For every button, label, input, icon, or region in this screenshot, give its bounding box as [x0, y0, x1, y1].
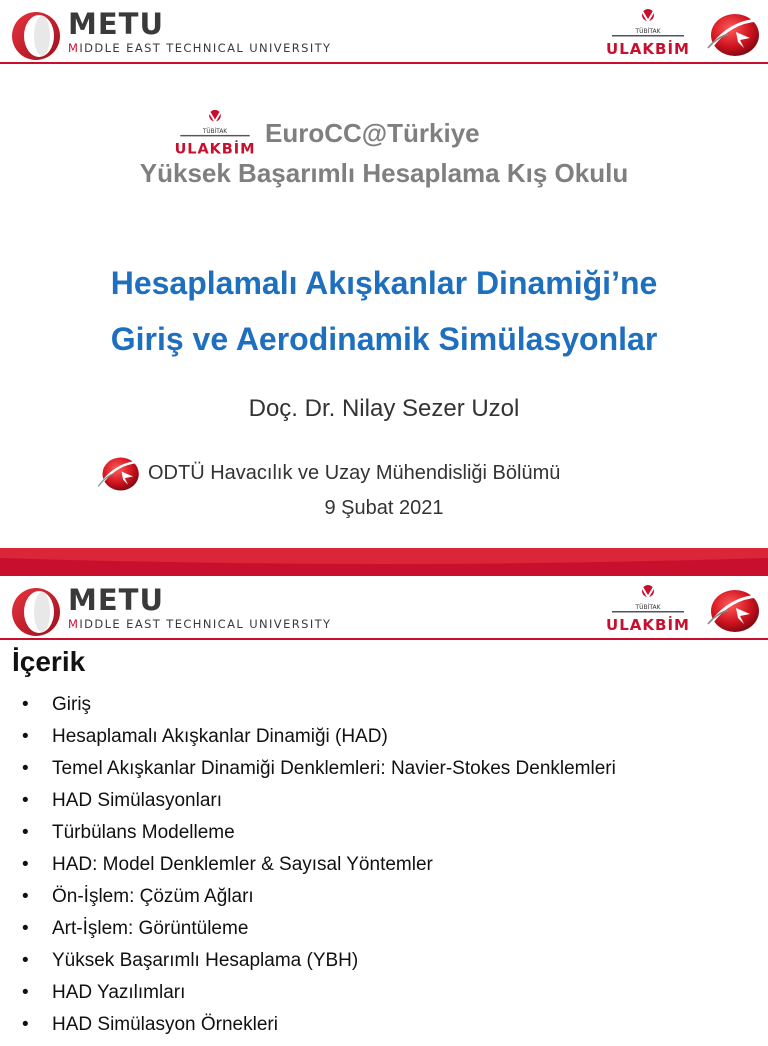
title-line-1: Hesaplamalı Akışkanlar Dinamiği’ne: [110, 265, 658, 301]
svg-text:ULAKBİM: ULAKBİM: [606, 616, 690, 634]
contents-heading: İçerik: [12, 646, 86, 677]
list-item-text: HAD: Model Denklemler & Sayısal Yöntemler: [52, 854, 433, 875]
ulakbim-logo-icon: [608, 5, 688, 61]
list-item: [22, 726, 616, 758]
list-item: [22, 950, 616, 982]
author-name: Doç. Dr. Nilay Sezer Uzol: [248, 395, 520, 422]
odtu-logo-icon: [706, 12, 760, 58]
contents-slide: [0, 576, 768, 1035]
metu-wordmark: METU: [68, 7, 164, 41]
list-item: [22, 822, 616, 854]
list-item: [22, 886, 616, 918]
ulakbim-logo-icon: [176, 106, 254, 160]
event-title: EuroCC@Türkiye: [265, 118, 480, 148]
bullet-icon: •: [22, 822, 29, 843]
bullet-icon: •: [22, 1014, 29, 1035]
list-item: [22, 1014, 616, 1046]
contents-list: [22, 694, 616, 1046]
list-item-text: Ön-İşlem: Çözüm Ağları: [52, 886, 254, 907]
svg-text:TÜBİTAK: TÜBİTAK: [635, 604, 661, 611]
metu-logo-icon: [10, 586, 62, 638]
metu-wordmark: METU: [68, 583, 164, 617]
list-item: [22, 982, 616, 1014]
list-item-text: Türbülans Modelleme: [52, 822, 235, 843]
event-subtitle: Yüksek Başarımlı Hesaplama Kış Okulu: [139, 158, 629, 188]
bullet-icon: •: [22, 694, 29, 715]
list-item-text: Yüksek Başarımlı Hesaplama (YBH): [52, 950, 359, 971]
list-item: [22, 854, 616, 886]
bullet-icon: •: [22, 982, 29, 1003]
bullet-icon: •: [22, 918, 29, 939]
list-item-text: HAD Simülasyonları: [52, 790, 222, 811]
presentation-title: [0, 255, 768, 367]
bullet-icon: •: [22, 726, 29, 747]
metu-subtitle: MIDDLE EAST TECHNICAL UNIVERSITY: [68, 617, 332, 631]
list-item: [22, 790, 616, 822]
slide-separator: [0, 548, 768, 576]
bullet-icon: •: [22, 758, 29, 779]
list-item-text: Art-İşlem: Görüntüleme: [52, 918, 249, 939]
odtu-logo-icon: [706, 588, 760, 634]
list-item-text: HAD Yazılımları: [52, 982, 186, 1003]
department: ODTÜ Havacılık ve Uzay Mühendisliği Bölümü: [148, 462, 561, 484]
bullet-icon: •: [22, 950, 29, 971]
presentation-date: 9 Şubat 2021: [324, 497, 444, 519]
bullet-icon: •: [22, 854, 29, 875]
list-item: [22, 758, 616, 790]
list-item-text: Giriş: [52, 694, 92, 715]
svg-text:TÜBİTAK: TÜBİTAK: [202, 129, 228, 135]
title-line-2: Giriş ve Aerodinamik Simülasyonlar: [110, 321, 658, 357]
header-rule: [0, 638, 768, 640]
list-item: [22, 918, 616, 950]
ulakbim-logo-icon: [608, 581, 688, 637]
svg-text:TÜBİTAK: TÜBİTAK: [635, 28, 661, 35]
list-item: [22, 694, 616, 726]
bullet-icon: •: [22, 790, 29, 811]
svg-text:ULAKBİM: ULAKBİM: [606, 40, 690, 58]
list-item-text: Hesaplamalı Akışkanlar Dinamiği (HAD): [52, 726, 388, 747]
odtu-logo-icon: [96, 455, 142, 493]
svg-text:ULAKBİM: ULAKBİM: [174, 141, 256, 158]
slide-header: [0, 0, 768, 62]
slide-header: [0, 576, 768, 638]
list-item-text: Temel Akışkanlar Dinamiği Denklemleri: Navier-Stokes Denklemleri: [52, 758, 616, 779]
metu-subtitle: MIDDLE EAST TECHNICAL UNIVERSITY: [68, 41, 332, 55]
bullet-icon: •: [22, 886, 29, 907]
list-item-text: HAD Simülasyon Örnekleri: [52, 1014, 278, 1035]
metu-logo-icon: [10, 10, 62, 62]
header-rule: [0, 62, 768, 64]
